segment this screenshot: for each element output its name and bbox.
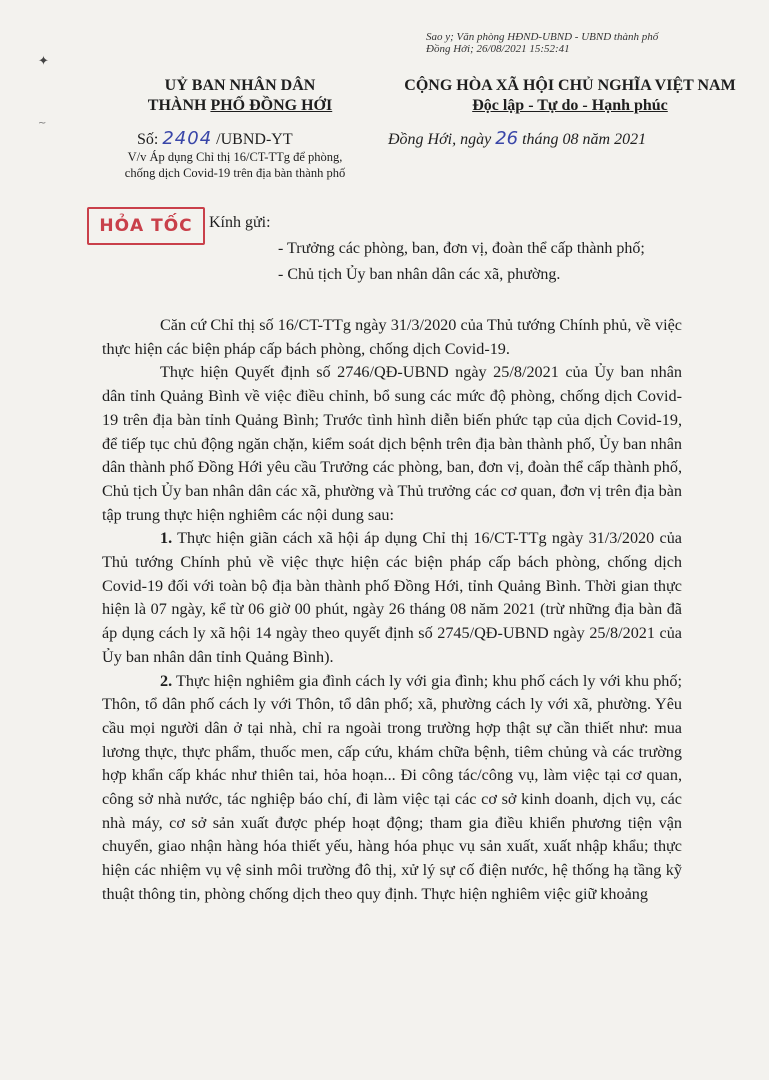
national-title — [380, 76, 760, 116]
scan-speck-icon: ~ — [38, 118, 47, 129]
item-number: 2. — [160, 671, 173, 690]
issue-date — [388, 128, 646, 149]
handwritten-day: 26 — [495, 128, 519, 149]
date-prefix: Đồng Hới, ngày — [388, 131, 492, 148]
city-prefix: THÀNH — [147, 97, 211, 114]
agency-name: UỶ BAN NHÂN DÂN — [164, 77, 316, 94]
document-subject — [100, 149, 370, 181]
copy-stamp-line1: Sao y; Văn phòng HĐND-UBND - UBND thành phố — [426, 31, 659, 43]
national-motto: Độc lập - Tự do - Hạnh phúc — [472, 97, 668, 114]
date-suffix: tháng 08 năm 2021 — [522, 131, 647, 148]
scan-speck-icon: ✦ — [38, 54, 49, 69]
document-body — [102, 314, 682, 907]
subject-line2: chống dịch Covid-19 trên địa bàn thành phố — [124, 166, 346, 180]
copy-stamp — [426, 31, 756, 55]
body-paragraph: Thực hiện Quyết định số 2746/QĐ-UBND ngày 25/8/2021 của Ủy ban nhân dân tỉnh Quảng Bình về việc điều chỉnh, bổ sung các mức độ phòng, chống dịch Covid-19 trên địa bàn tỉnh Quảng Bình; Trước tình hình diễn biến phức tạp của dịch Covid-19, để tiếp tục chủ động ngăn chặn, kiểm soát dịch bệnh trên địa bàn thành phố, Ủy ban nhân dân thành phố Đồng Hới yêu cầu Trưởng các phòng, ban, đơn vị, đoàn thể cấp thành phố, Chủ tịch Ủy ban nhân dân các xã, phường và Thủ trưởng các cơ quan, đơn vị trên địa bàn tập trung thực hiện nghiêm các nội dung sau: — [102, 363, 682, 524]
copy-stamp-line2: Đồng Hới; 26/08/2021 15:52:41 — [426, 43, 570, 55]
subject-line1: V/v Áp dụng Chỉ thị 16/CT-TTg để phòng, — [127, 150, 343, 164]
city-name — [90, 96, 390, 116]
body-item-2 — [102, 670, 682, 907]
number-label: Số: — [137, 131, 159, 148]
body-item-1 — [102, 527, 682, 669]
body-paragraph: Căn cứ Chỉ thị số 16/CT-TTg ngày 31/3/2020 của Thủ tướng Chính phủ, về việc thực hiện các biện pháp cấp bách phòng, chống dịch Covid-19. — [102, 316, 682, 358]
handwritten-number: 2404 — [162, 128, 213, 149]
issuing-agency — [90, 76, 390, 116]
item-number: 1. — [160, 529, 173, 548]
document-number — [137, 128, 293, 149]
greeting: Kính gửi: — [209, 214, 271, 231]
number-suffix: /UBND-YT — [216, 131, 293, 148]
item-text: Thực hiện giãn cách xã hội áp dụng Chỉ thị 16/CT-TTg ngày 31/3/2020 của Thủ tướng Chính phủ về việc thực hiện các biện pháp cấp bách phòng, chống dịch Covid-19 đối với toàn bộ địa bàn thành phố Đồng Hới, tỉnh Quảng Bình. Thời gian thực hiện là 07 ngày, kể từ 06 giờ 00 phút, ngày 26 tháng 08 năm 2021 (trừ những địa bàn đã áp dụng cách ly xã hội 14 ngày theo quyết định số 2745/QĐ-UBND ngày 25/8/2021 của Ủy ban nhân dân tỉnh Quảng Bình). — [102, 529, 682, 666]
recipient-item: - Chủ tịch Ủy ban nhân dân các xã, phường. — [278, 266, 561, 283]
recipient-item: - Trưởng các phòng, ban, đơn vị, đoàn thể cấp thành phố; — [278, 240, 645, 257]
urgent-stamp: HỎA TỐC — [87, 207, 205, 245]
recipients-block — [209, 210, 645, 288]
country-name: CỘNG HÒA XÃ HỘI CHỦ NGHĨA VIỆT NAM — [404, 77, 736, 94]
city-name-underlined: PHỐ ĐỒNG HỚI — [210, 97, 333, 114]
item-text: Thực hiện nghiêm gia đình cách ly với gia đình; khu phố cách ly với khu phố; Thôn, tổ dân phố cách ly với Thôn, tổ dân phố; xã, phường cách ly với xã, phường. Yêu cầu mọi người dân ở tại nhà, chỉ ra ngoài trong trường hợp thật sự cần thiết như: mua lương thực, thực phẩm, thuốc men, cấp cứu, khám chữa bệnh, tiêm chủng và các trường hợp khẩn cấp khác như thiên tai, hỏa hoạn... Đi công tác/công vụ, làm việc tại cơ quan, công sở nhà nước, tác nghiệp báo chí, đi làm việc tại các cơ sở kinh doanh, dịch vụ, các nhà máy, cơ sở sản xuất được phép hoạt động; tham gia điều khiển phương tiện vận chuyển, giao nhận hàng hóa thiết yếu, hàng hóa phục vụ sản xuất, xuất nhập khẩu; thực hiện các nhiệm vụ vệ sinh môi trường đô thị, xử lý sự cố điện nước, hệ thống hạ tầng kỹ thuật thông tin, phòng chống dịch theo quy định. Thực hiện nghiêm việc giữ khoảng — [102, 671, 682, 903]
